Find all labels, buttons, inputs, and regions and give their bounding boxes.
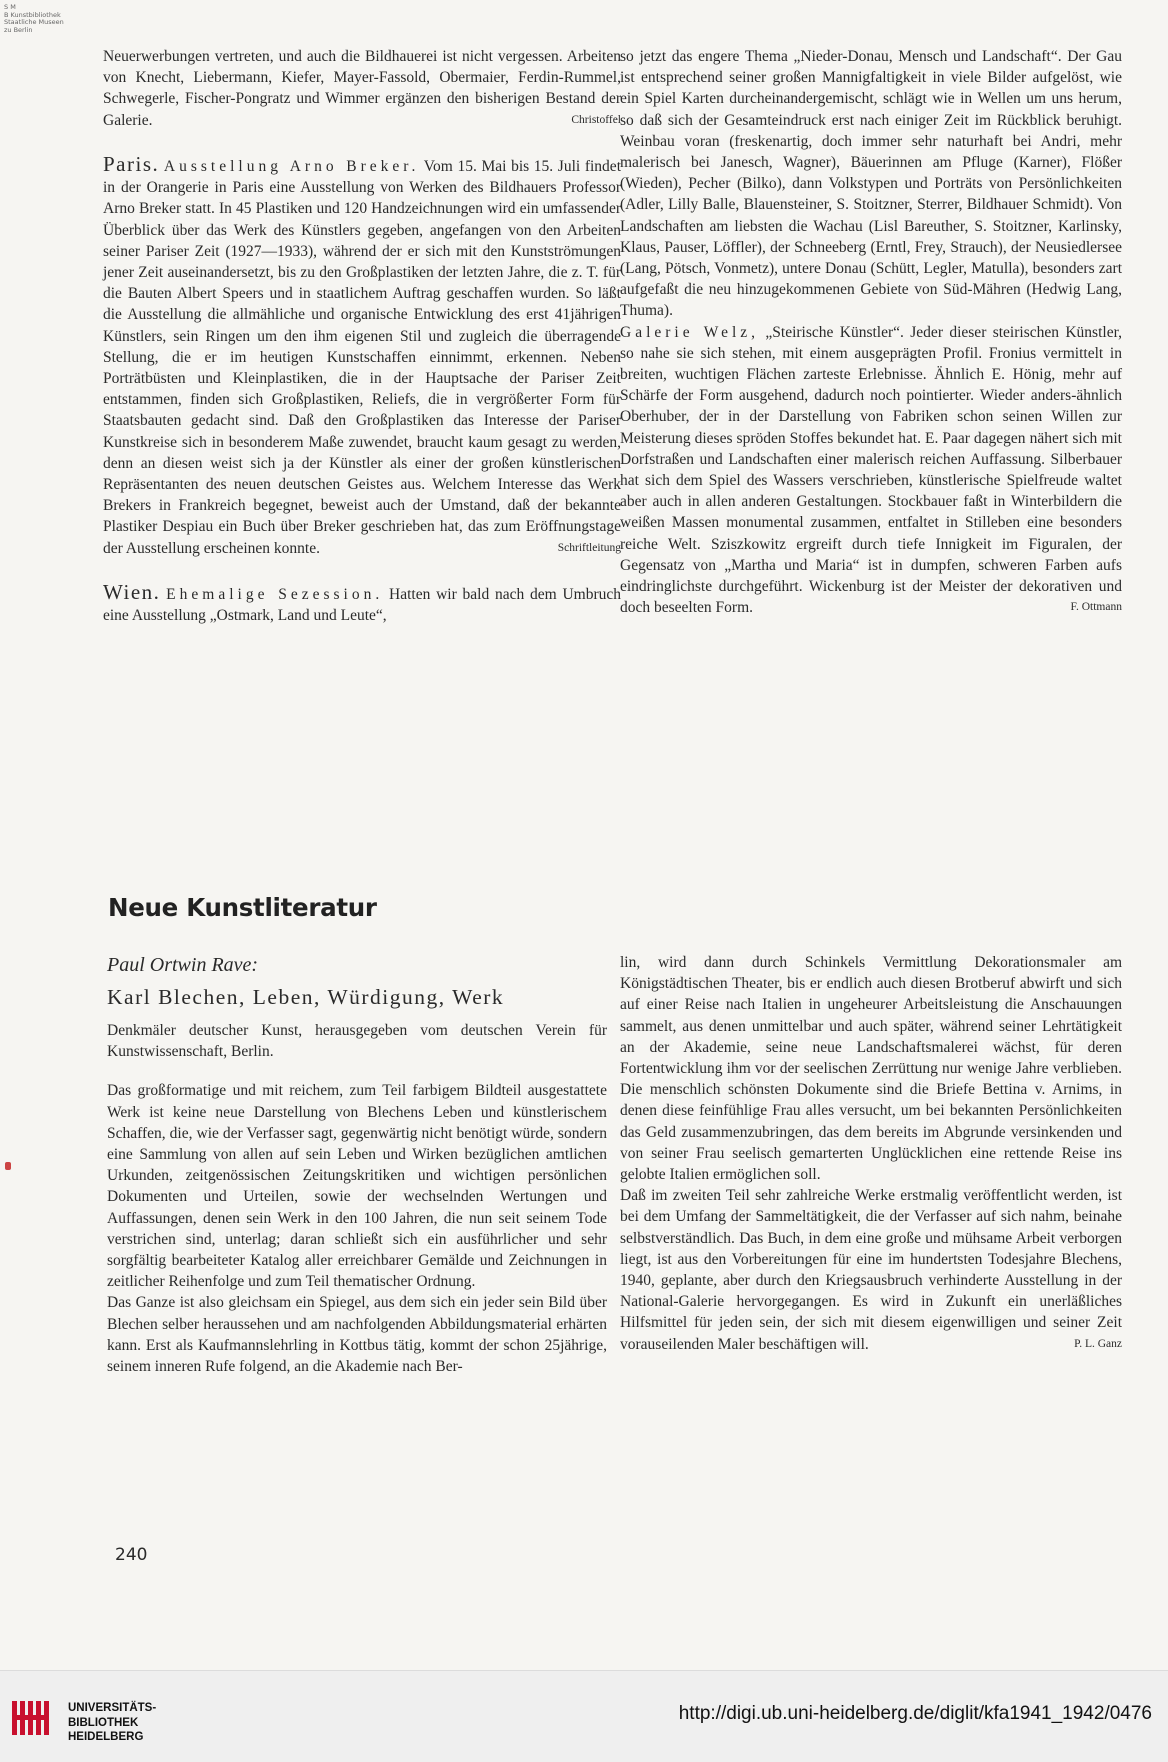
review-author: Paul Ortwin Rave: [107,954,259,976]
signature: F. Ottmann [1070,601,1122,614]
library-name-line: UNIVERSITÄTS- [68,1702,157,1714]
paragraph: Das großformatige und mit reichem, zum Teil farbigem Bildteil ausgestattete Werk ist keine neue Darstellung von Blechens Leben und künstlerischem Schaffen, die, wie der Verfasser sagt, gegenwärtig nicht benötigt würde, sondern eine Sammlung von allen auf sein Leben und Wirken bezüglichen amtlichen Urkunden, zeitgenössischen Zeitungskritiken und wichtigen persönlichen Dokumenten und Urteilen, sowie der wechselnden Wertungen und Auffassungen, denen sein Werk in den 100 Jahren, die nun seit seinem Tode verstrichen sind, unterlag; daran schließt sich ein ausführlicher und sehr sorgfältig bearbeiteter Katalog aller erreichbarer Gemälde und Zeichnungen in zeitlicher Reihenfolge und zum Teil thematischer Ordnung. [107,1082,607,1291]
paragraph [103,154,621,559]
exhibition-heading: Ehemalige Sezession. [166,585,384,603]
gallery-heading: Galerie Welz, [620,323,760,341]
paragraph [620,1185,1122,1355]
section-title: Neue Kunstliteratur [108,893,377,922]
paragraph [103,579,622,626]
paragraph-text: Daß im zweiten Teil sehr zahlreiche Werke erstmalig veröffentlicht werden, ist bei dem Umfang der Sammeltätigkeit, die der Verfasser auf sich nahm, beinahe selbstverständlich. Das Buch, in dem eine große und mühsame Arbeit verborgen liegt, ist aus den Vorbereitungen für eine im hundertsten Todesjahre Blechens, 1940, geplante, aber durch den Kriegsausbruch verhinderte Ausstellung in der National-Galerie hervorgegangen. Es wird in Zukunft ein unerläßliches Hilfsmittel für jeden sein, der sich mit diesem eigenwilligen und seiner Zeit vorauseilenden Maler beschäftigen will. [620,1187,1122,1353]
paragraph-text: so jetzt das engere Thema „Nieder-Donau, Mensch und Landschaft“. Der Gau ist entsprechend seiner großen Mannigfaltigkeit in viele Bilder aufgelöst, wie ein Spiel Karten durcheinandergemischt, schlägt wie in Wellen um uns herum, so daß sich der Gesamteindruck erst nach einiger Zeit im Rückblick beruhigt. Weinbau voran (freskenartig, doch immer sehr naturhaft bei Andri, mehr malerisch bei Janesch, Wagner), Bäuerinnen am Pfluge (Karner), Flößer (Wieden), Pecher (Bilko), dann Volkstypen und Porträts von Persönlichkeiten (Adler, Lilly Balle, Blauensteiner, S. Stoitzner, Sterrer, Bildhauer Schmidt). Von Landschaften am liebsten die Wachau (Lisl Bareuther, S. Stoitzner, Karlinsky, Klaus, Pauser, Löffler), der Schneeberg (Erntl, Frey, Strauch), der Neusiedlersee (Lang, Pötsch, Vonmetz), untere Donau (Schütt, Legler, Matulla), besonders zart aufgefaßt die neu hinzugekommenen Gebiete von Süd-Mähren (Hedwig Lang, Thuma). [620,48,1122,320]
top-left-column [103,46,621,626]
signature: P. L. Ganz [1074,1337,1122,1350]
signature: Christoffel [571,113,621,126]
paragraph-text: „Steirische Künstler“. Jeder dieser steirischen Künstler, so nahe sie sich stehen, mit einem ausgeprägten Profil. Fronius vermittelt in breiten, wuchtigen Flächen zarteste Erlebnisse. Ähnlich E. Hönig, mehr auf Schärfe der Form ausgehend, dadurch noch pointierter. Wieder anders-ähnlich Oberhuber, der in der Darstellung von Fabriken schon seinen Willen zur Meisterung dieses spröden Stoffes bekundet hat. E. Paar dagegen nähert sich mit Dorfstraßen und Landschaften einer malerisch reichen Auffassung. Silberbauer hat sich dem Spiel des Wassers verschrieben, künstlerische Spielfreude waltet aber auch in allen anderen Gestaltungen. Stockbauer faßt in Winterbildern die weißen Massen monumental zusammen, entfaltet in Stilleben eine besonders reiche Welt. Sziszkowitz ergreift durch tiefe Innigkeit im Figuralen, der Gegensatz von „Martha und Maria“ ist in dumpfen, schweren Farben aufs eindringlichste durchgeführt. Wickenburg ist der Meister der dekorativen und doch beseelten Form. [620,323,1123,617]
review-left-column [107,952,607,1377]
signature: Schriftleitung [557,541,621,554]
top-right-column [620,46,1122,618]
stamp-line: S M [4,3,16,11]
city-heading: Paris. [103,152,160,177]
library-name-line: BIBLIOTHEK [68,1716,139,1729]
paragraph-text: Hatten wir bald nach dem Umbruch eine Ausstellung „Ostmark, Land und Leute“, [103,585,622,625]
paragraph: lin, wird dann durch Schinkels Vermittlung Dekorationsmaler am Königstädtischen Theater, bis er endlich auch diesen Brotberuf abwirft und sich auf einer Reise nach Italien in ungeheurer Arbeitsleistung die Anschauungen sammelt, aus denen unmittelbar und auch später, während seiner Lehrtätigkeit an der Akademie, seine neue Landschaftsmalerei wächst, für deren Fortentwicklung ihm vor der seelischen Zerrüttung nur wenige Jahre verblieben. Die menschlich schönsten Dokumente sind die Briefe Bettina v. Arnims, in denen diese feinfühlige Frau alles versucht, um bei bekannten Persönlichkeiten das Geld zusammenzubringen, das dem bereits im Abgrunde versinkenden und von seiner Frau seelisch gemarterten Unglücklichen eine rettende Reise ins gelobte Italien ermöglichen soll. [620,954,1122,1184]
paragraph-text: Neuerwerbungen vertreten, und auch die Bildhauerei ist nicht vergessen. Arbeiten von Knecht, Liebermann, Kiefer, Mayer-Fassold, Obermaier, Ferdin-Rummel, Schwegerle, Fischer-Pongratz und Wimmer ergänzen den bisherigen Bestand der Galerie. [103,48,621,129]
review-right-column [620,952,1122,1355]
paragraph-text: Vom 15. Mai bis 15. Juli findet in der Orangerie in Paris eine Ausstellung von Werken des Bildhauers Professor Arno Breker statt. In 45 Plastiken und 120 Handzeichnungen wird ein umfassender Überblick über das Werk des Künstlers gegeben, angefangen von den Arbeiten seiner Pariser Zeit (1927—1933), während der er sich mit den Kunstströmungen jener Zeit auseinandersetzt, bis zu den Großplastiken der letzten Jahre, die z. T. für die Bauten Albert Speers und in staatlichem Auftrag geschaffen wurden. So läßt die Ausstellung die allmähliche und organische Entwicklung des erst 41jährigen Künstlers, sein Ringen um den ihm eigenen Stil und zugleich die überragende Stellung, die er im heutigen Kunstschaffen einnimmt, erkennen. Neben Porträtbüsten und Kleinplastiken, die in der Hauptsache der Pariser Zeit entstammen, finden sich Großplastiken, Reliefs, die in vergrößerter Form für Staatsbauten gedacht sind. Daß den Großplastiken das Interesse der Pariser Kunstkreise sich in besonderem Maße zuwendet, braucht kaum gesagt zu werden, denn an diesen weist sich ja der Künstler als einer der großen künstlerischen Repräsentanten des neuen deutschen Geistes aus. Welchem Interesse das Werk Brekers in Frankreich begegnet, beweist auch der Umstand, daß der bekannte Plastiker Despiau ein Buch über Breker geschrieben hat, das zum Eröffnungstage der Ausstellung erscheinen konnte. [103,158,621,557]
paragraph: Das Ganze ist also gleichsam ein Spiegel, aus dem sich ein jeder sein Bild über Blechen selber heraussehen und am nachfolgenden Abbildungsmaterial erhärten kann. Erst als Kaufmannslehrling in Kottbus tätig, kommt der schon 25jährige, seinem inneren Rufe folgend, an die Akademie nach Ber- [107,1294,607,1376]
page-number: 240 [115,1545,148,1565]
source-url[interactable]: http://digi.ub.uni-heidelberg.de/diglit/kfa1941_1942/0476 [678,1703,1152,1724]
paragraph [620,46,1122,322]
stamp-line: Staatliche Museen [4,18,64,26]
exhibition-heading: Ausstellung Arno Breker. [163,158,420,176]
review-title: Karl Blechen, Leben, Würdigung, Werk [107,985,505,1009]
stamp-line: zu Berlin [4,25,33,34]
library-name-line: HEIDELBERG [68,1731,144,1743]
footer-bar [0,1670,1168,1762]
paragraph [620,322,1122,619]
library-name [68,1701,156,1745]
review-subtitle: Denkmäler deutscher Kunst, herausgegeben vom deutschen Verein für Kunstwissenschaft, Berlin. [107,1022,607,1061]
library-stamp [4,4,64,34]
stamp-line: B Kunstbibliothek [4,10,61,19]
city-heading: Wien. [103,579,161,604]
university-logo-icon [10,1697,60,1739]
margin-mark [5,1162,11,1170]
